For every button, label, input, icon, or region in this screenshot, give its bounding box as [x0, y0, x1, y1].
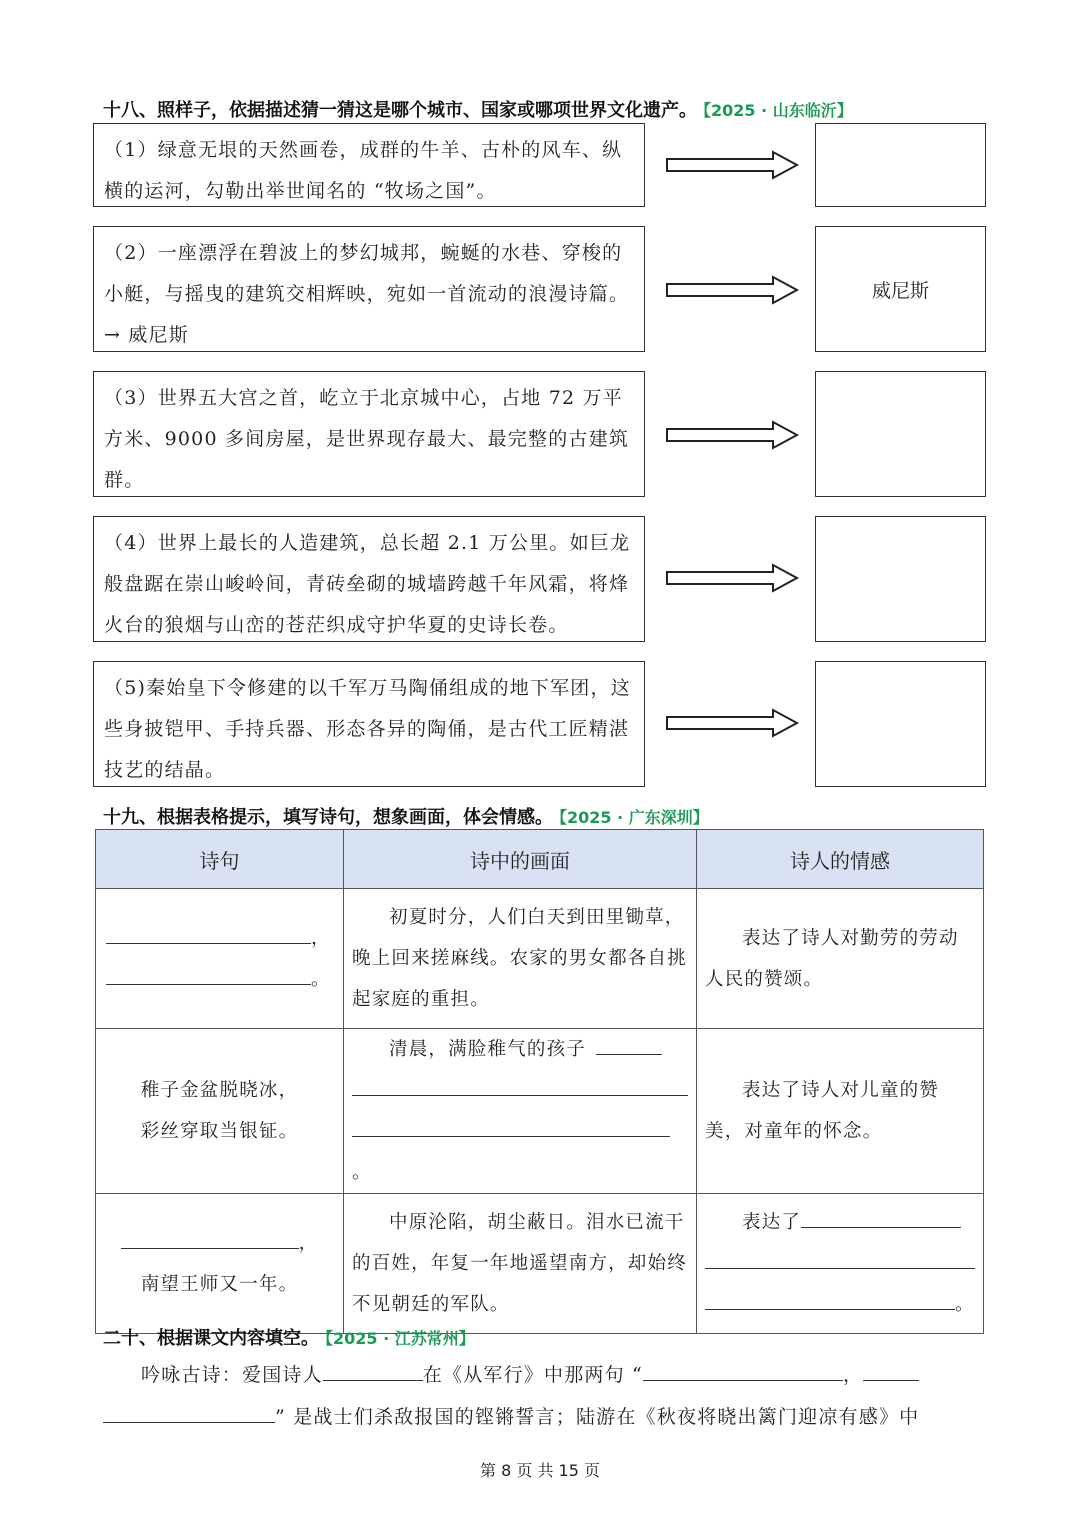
fill-blank[interactable]	[596, 1032, 662, 1055]
fill-blank[interactable]	[705, 1287, 955, 1310]
section-20-paragraph	[103, 1354, 983, 1438]
answer-box-2[interactable]: 威尼斯	[815, 226, 986, 352]
question-5-box: （5)秦始皇下令修建的以千军万马陶俑组成的地下军团，这些身披铠甲、手持兵器、形态各异的陶俑，是古代工匠精湛技艺的结晶。	[93, 661, 645, 787]
fill-blank[interactable]	[352, 1073, 688, 1096]
fill-blank[interactable]	[103, 1400, 275, 1423]
paragraph-line-1: 吟咏古诗：爱国诗人 在《从军行》中那两句 “ ，	[103, 1354, 983, 1396]
arrow-right-icon	[665, 150, 800, 180]
poem-line-1: ，	[104, 1223, 335, 1264]
scene-cell: 中原沦陷，胡尘蔽日。泪水已流干的百姓，年复一年地遥望南方，却始终不见朝廷的军队。	[344, 1194, 697, 1334]
question-1-box: （1）绿意无垠的天然画卷，成群的牛羊、古朴的风车、纵横的运河，勾勒出举世闻名的 “牧场之国”。	[93, 123, 645, 207]
poem-line-2: 。	[106, 959, 335, 1000]
table-row	[96, 1194, 984, 1334]
header-scene: 诗中的画面	[344, 830, 697, 889]
fill-blank[interactable]	[705, 1246, 975, 1269]
section-18-heading	[103, 96, 853, 122]
scene-cell	[344, 1029, 697, 1194]
fill-blank[interactable]	[323, 1358, 423, 1381]
arrow-right-icon	[665, 275, 800, 305]
poem-cell	[96, 1194, 344, 1334]
section-18-tag: 【2025 · 山东临沂】	[703, 101, 853, 120]
poem-line-1: ，	[106, 918, 335, 959]
emotion-blank-line	[705, 1243, 975, 1284]
fill-blank[interactable]	[863, 1358, 919, 1381]
poem-cell	[96, 889, 344, 1029]
fill-blank[interactable]	[643, 1358, 843, 1381]
emotion-blank-line: 。	[705, 1284, 975, 1325]
header-emotion: 诗人的情感	[697, 830, 984, 889]
section-20-heading	[103, 1324, 475, 1350]
arrow-right-icon	[665, 420, 800, 450]
answer-box-4[interactable]	[815, 516, 986, 642]
scene-cell: 初夏时分，人们白天到田里锄草，晚上回来搓麻线。农家的男女都各自挑起家庭的重担。	[344, 889, 697, 1029]
emotion-cell	[697, 1194, 984, 1334]
emotion-cell: 表达了诗人对儿童的赞美，对童年的怀念。	[697, 1029, 984, 1194]
poem-line-2: 彩丝穿取当银钲。	[140, 1121, 299, 1142]
section-19-tag: 【2025 · 广东深圳】	[559, 808, 709, 827]
table-row	[96, 1029, 984, 1194]
section-19-heading	[103, 803, 709, 829]
section-19-title: 十九、根据表格提示，填写诗句，想象画面，体会情感。	[103, 807, 553, 828]
emotion-cell: 表达了诗人对勤劳的劳动人民的赞颂。	[697, 889, 984, 1029]
question-3-box: （3）世界五大宫之首，屹立于北京城中心，占地 72 万平方米、9000 多间房屋，是世界现存最大、最完整的古建筑群。	[93, 371, 645, 497]
answer-box-5[interactable]	[815, 661, 986, 787]
table-header-row	[96, 830, 984, 889]
poem-table	[95, 829, 984, 1334]
fill-blank[interactable]	[801, 1205, 961, 1228]
paragraph-line-2: ” 是战士们杀敌报国的铿锵誓言；陆游在《秋夜将晓出篱门迎凉有感》中	[103, 1396, 983, 1438]
answer-box-3[interactable]	[815, 371, 986, 497]
scene-line: 清晨，满脸稚气的孩子	[352, 1029, 688, 1070]
page-footer: 第 8 页 共 15 页	[480, 1461, 600, 1480]
fill-blank[interactable]	[106, 962, 311, 985]
question-4-box: （4）世界上最长的人造建筑，总长超 2.1 万公里。如巨龙般盘踞在崇山峻岭间，青砖垒砌的城墙跨越千年风霜，将烽火台的狼烟与山峦的苍茫织成守护华夏的史诗长卷。	[93, 516, 645, 642]
poem-line-2: 南望王师又一年。	[140, 1273, 299, 1295]
poem-line-1: 稚子金盆脱晓冰，	[140, 1080, 299, 1101]
fill-blank[interactable]	[352, 1114, 670, 1137]
section-20-title: 二十、根据课文内容填空。	[103, 1328, 319, 1349]
header-poem: 诗句	[96, 830, 344, 889]
table-row	[96, 889, 984, 1029]
arrow-right-icon	[665, 563, 800, 593]
arrow-right-icon	[665, 708, 800, 738]
section-20-tag: 【2025 · 江苏常州】	[325, 1329, 475, 1348]
fill-blank[interactable]	[121, 1226, 299, 1249]
poem-cell	[96, 1029, 344, 1194]
answer-box-1[interactable]	[815, 123, 986, 207]
emotion-line: 表达了	[705, 1202, 975, 1243]
question-2-box: （2）一座漂浮在碧波上的梦幻城邦，蜿蜒的水巷、穿梭的小艇，与摇曳的建筑交相辉映，宛如一首流动的浪漫诗篇。→ 威尼斯	[93, 226, 645, 352]
section-18-title: 十八、照样子，依据描述猜一猜这是哪个城市、国家或哪项世界文化遗产。	[103, 100, 697, 121]
scene-blank-line	[352, 1070, 688, 1111]
fill-blank[interactable]	[106, 921, 311, 944]
scene-blank-line: 。	[352, 1111, 688, 1193]
